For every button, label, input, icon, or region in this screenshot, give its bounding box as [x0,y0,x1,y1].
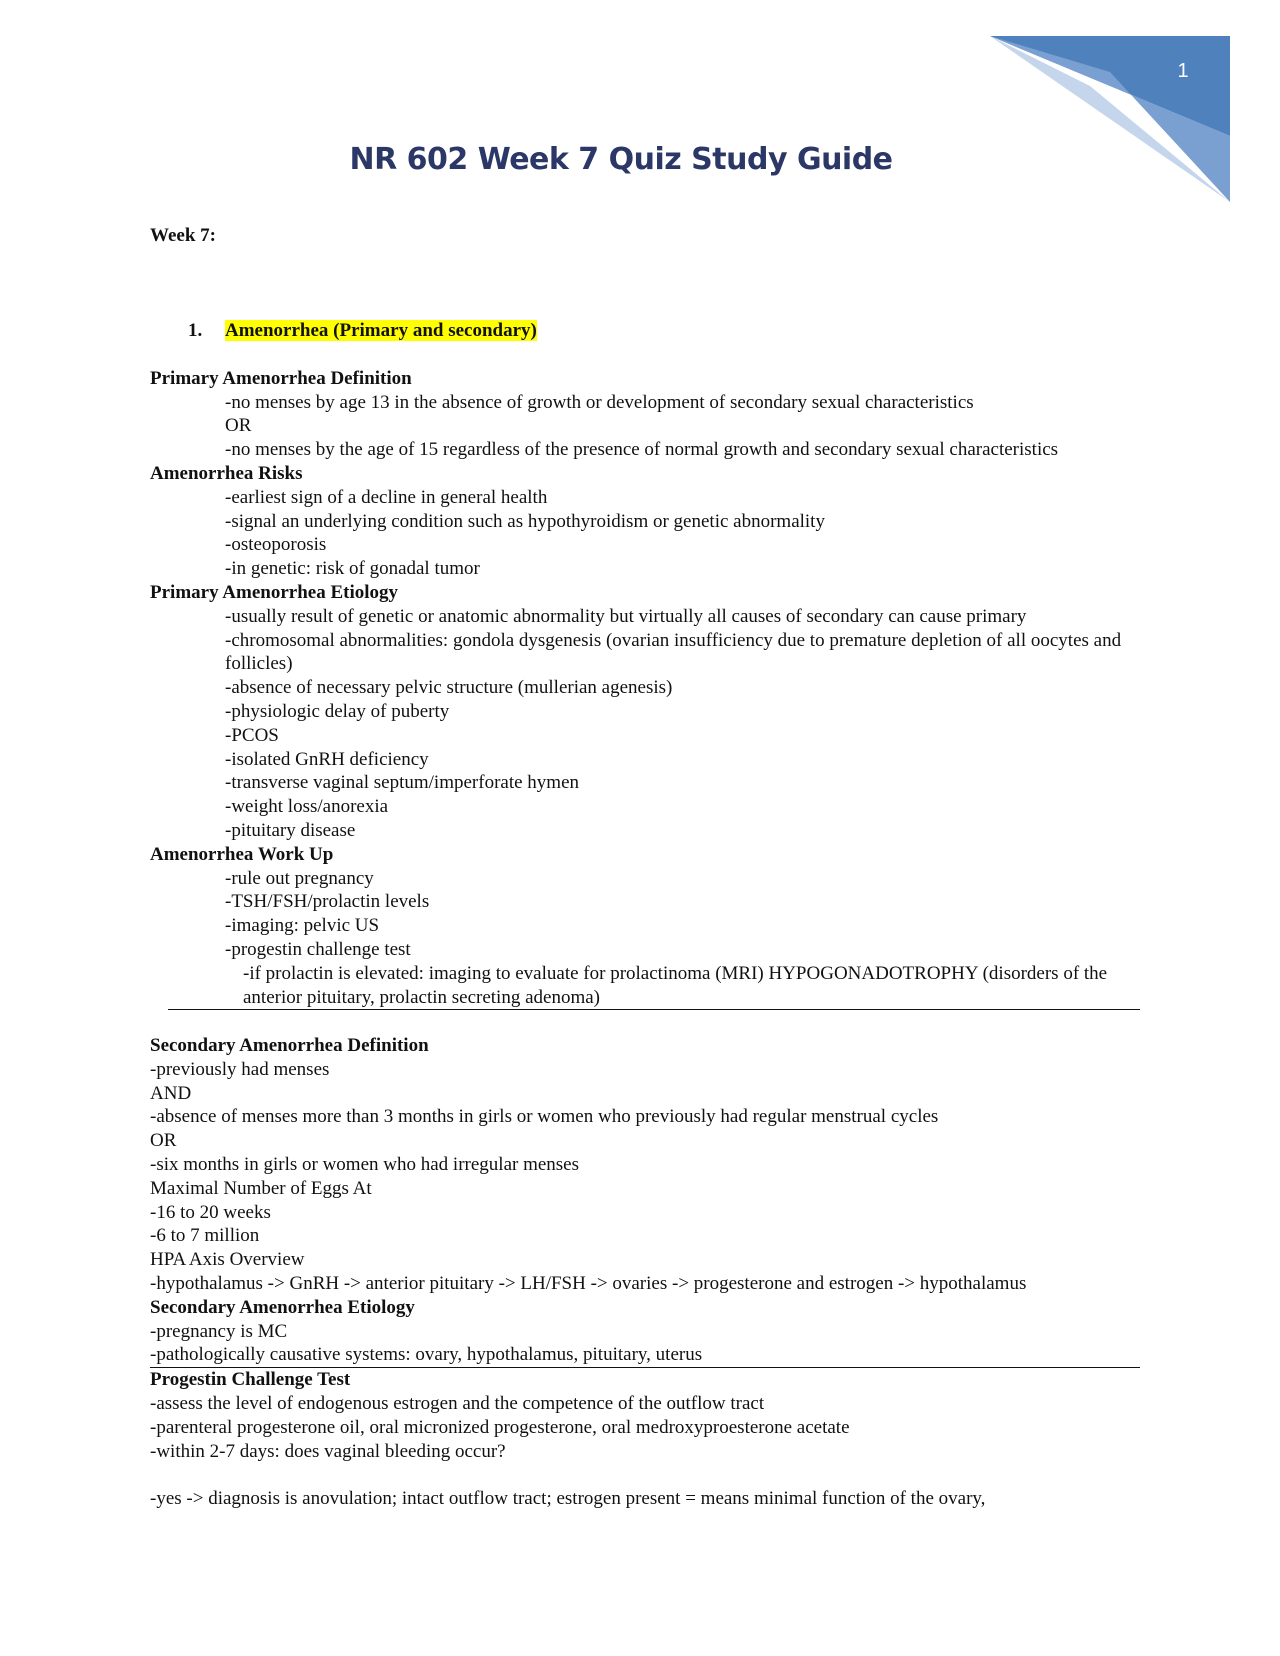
bullet-line: OR [150,1130,177,1152]
bullet-line: -osteoporosis [225,534,327,556]
bullet-line: -parenteral progesterone oil, oral micronized progesterone, oral medroxyproesterone acetate [150,1416,850,1438]
bullet-line: -chromosomal abnormalities: gondola dysgenesis (ovarian insufficiency due to premature depletion of all oocytes and follicles) [225,629,1122,675]
bullet-line: -six months in girls or women who had irregular menses [150,1154,580,1176]
bullet-line: -usually result of genetic or anatomic abnormality but virtually all causes of secondary can cause primary [225,605,1027,627]
bullet-line: -if prolactin is elevated: imaging to evaluate for prolactinoma (MRI) HYPOGONADOTROPHY (disorders of the anterior pituitary, prolactin secreting adenoma) [168,962,1140,1011]
bullet-line: -rule out pregnancy [225,867,374,889]
bullet-line: -PCOS [225,724,279,746]
bullet-line: -pregnancy is MC [150,1320,288,1342]
bullet-line: -16 to 20 weeks [150,1201,271,1223]
bullet-line: -assess the level of endogenous estrogen and the competence of the outflow tract [150,1393,765,1415]
bullet-line: -TSH/FSH/prolactin levels [225,891,430,913]
bullet-line: AND [150,1082,192,1104]
bullet-line: -transverse vaginal septum/imperforate hymen [225,772,580,794]
section-heading: Amenorrhea Work Up [150,843,334,865]
bullet-line: -imaging: pelvic US [225,915,380,937]
bullet-line: -isolated GnRH deficiency [225,748,429,770]
section-heading: Amenorrhea Risks [150,462,303,484]
topic-number: 1. [188,320,203,342]
section-heading: Primary Amenorrhea Etiology [150,581,399,603]
bullet-line: Maximal Number of Eggs At [150,1177,372,1199]
topic-label: Amenorrhea (Primary and secondary) [225,320,537,342]
bullet-line: -within 2-7 days: does vaginal bleeding occur? [150,1440,506,1462]
bullet-line: -absence of necessary pelvic structure (mullerian agenesis) [225,677,673,699]
section-heading: Secondary Amenorrhea Etiology [150,1296,415,1318]
bullet-line: -no menses by age 13 in the absence of growth or development of secondary sexual characteristics [225,391,974,413]
page-title: NR 602 Week 7 Quiz Study Guide [349,142,893,177]
bullet-line: -weight loss/anorexia [225,796,389,818]
bullet-line: -absence of menses more than 3 months in girls or women who previously had regular menstrual cycles [150,1106,939,1128]
bullet-line: -earliest sign of a decline in general health [225,486,548,508]
week-label: Week 7: [150,225,216,246]
bullet-line: -6 to 7 million [150,1225,260,1247]
bullet-line: -progestin challenge test [225,938,411,960]
bullet-line: OR [225,415,252,437]
bullet-line: -pathologically causative systems: ovary, hypothalamus, pituitary, uterus [150,1343,1140,1368]
bullet-line: -pituitary disease [225,819,356,841]
bullet-line: -no menses by the age of 15 regardless of the presence of normal growth and secondary sexual characteristics [225,439,1059,461]
section-heading: Primary Amenorrhea Definition [150,367,412,389]
section-heading: Progestin Challenge Test [150,1369,351,1391]
bullet-line: -yes -> diagnosis is anovulation; intact outflow tract; estrogen present = means minimal function of the ovary, [150,1488,986,1510]
bullet-line: HPA Axis Overview [150,1249,305,1271]
bullet-line: -signal an underlying condition such as hypothyroidism or genetic abnormality [225,510,825,532]
bullet-line: -in genetic: risk of gonadal tumor [225,558,480,580]
page-number: 1 [1177,60,1189,82]
topic-item [150,319,1140,343]
bullet-line: -physiologic delay of puberty [225,700,450,722]
section-heading: Secondary Amenorrhea Definition [150,1035,429,1057]
document-body [150,224,1140,1511]
bullet-line: -previously had menses [150,1058,330,1080]
bullet-line: -hypothalamus -> GnRH -> anterior pituitary -> LH/FSH -> ovaries -> progesterone and estrogen -> hypothalamus [150,1273,1027,1295]
